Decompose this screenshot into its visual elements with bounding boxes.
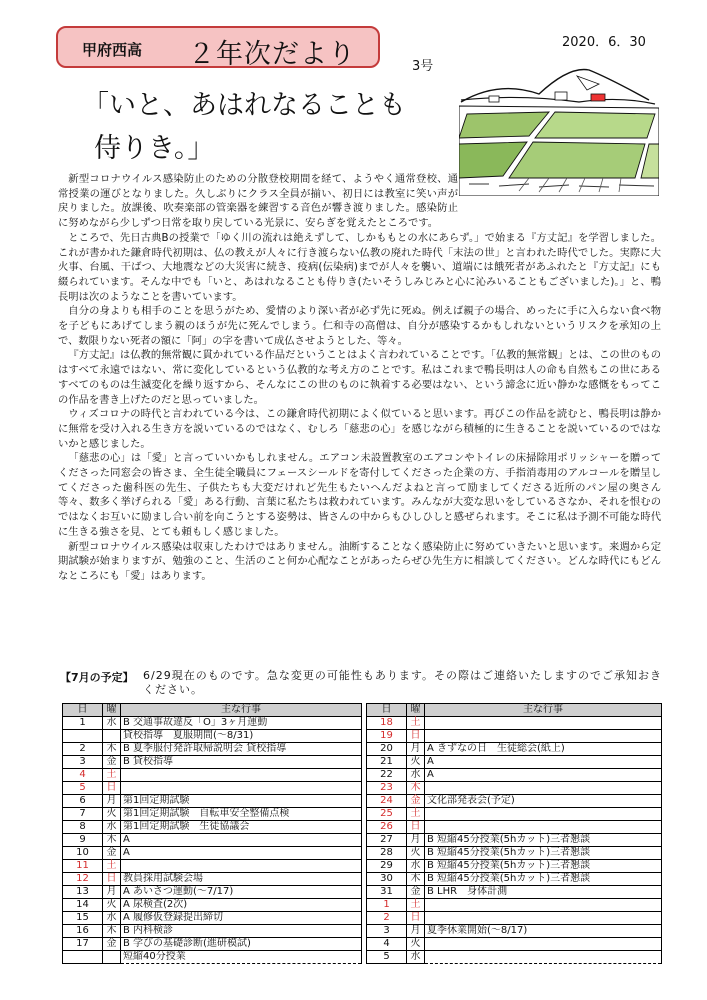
event-cell: B LHR 身体計測	[425, 886, 662, 899]
weekday-cell: 木	[103, 925, 121, 938]
table-row	[63, 899, 362, 912]
day-cell: 21	[367, 756, 407, 769]
event-cell: 教員採用試験会場	[121, 873, 362, 886]
event-cell: 第1回定期試験 自転車安全整備点検	[121, 808, 362, 821]
event-cell	[425, 730, 662, 743]
day-header: 日	[63, 704, 103, 717]
day-header: 日	[367, 704, 407, 717]
event-cell	[425, 808, 662, 821]
table-row	[367, 756, 662, 769]
event-cell: B 短縮45分授業(5hカット)三者懇談	[425, 860, 662, 873]
day-cell: 16	[63, 925, 103, 938]
day-cell: 23	[367, 782, 407, 795]
event-cell	[425, 912, 662, 925]
event-cell	[425, 951, 662, 964]
day-cell: 11	[63, 860, 103, 873]
day-cell: 24	[367, 795, 407, 808]
day-cell: 30	[367, 873, 407, 886]
day-cell: 3	[367, 925, 407, 938]
event-cell: B 交通事故違反「O」3ヶ月運動	[121, 717, 362, 730]
table-row	[63, 834, 362, 847]
table-row	[367, 808, 662, 821]
event-cell	[425, 821, 662, 834]
weekday-cell: 土	[103, 769, 121, 782]
paragraph: ところで、先日古典Bの授業で「ゆく川の流れは絶えずして、しかももとの水にあらず。」で始まる『方丈記』を学習しました。これが書かれた鎌倉時代初期は、仏の教えが人々に行き渡らない仏教の廃れた時代「末法の世」と言われた時代でした。実際に大火事、台風、干ばつ、大地震などの大災害に続き、疫病(伝染病)までが人々を襲い、道端には餓死者があふれたと『方丈記』にも綴られています。そんな中でも「いと、あはれなることも侍りき(たいそうしみじみと心に沁みいることもございました)。」と、鴨長明は次のようなことを書いています。	[58, 231, 661, 303]
table-row	[367, 769, 662, 782]
table-row	[63, 951, 362, 964]
weekday-cell: 金	[407, 886, 425, 899]
day-cell: 10	[63, 847, 103, 860]
event-cell: B 短縮45分授業(5hカット)三者懇談	[425, 847, 662, 860]
event-cell: B 短縮45分授業(5hカット)三者懇談	[425, 834, 662, 847]
table-row	[367, 730, 662, 743]
weekday-cell: 日	[103, 782, 121, 795]
table-row	[367, 951, 662, 964]
issue-number: 3号	[412, 59, 434, 74]
table-row	[367, 834, 662, 847]
event-cell	[121, 782, 362, 795]
weekday-cell: 金	[103, 938, 121, 951]
paragraph: 「慈悲の心」は「愛」と言っていいかもしれません。エアコン未設置教室のエアコンやトイレの床掃除用ポリッシャーを贈ってくださった同窓会の皆さま、全生徒全職員にフェースシールドを寄付してくださった企業の方、手指消毒用のアルコールを贈呈してくださった歯科医の先生、子供たちも大変だけれど先生もたいへんだよねと言って励ましてくださる近所のパン屋の奥さん等々、数多く挙げられる「愛」ある行動、言葉に私たちは救われています。みんなが大変な思いをしているさなか、それを恨むのではなくお互いに励まし合い前を向こうとする姿勢は、皆さんの中からもひしひしと感ぜられます。そこに私は予測不可能な時代に生きる強さを見、とても頼もしく感じました。	[58, 452, 661, 538]
schedule-heading: 【7月の予定】	[60, 671, 134, 684]
day-cell: 17	[63, 938, 103, 951]
event-cell: A	[425, 769, 662, 782]
event-cell	[425, 899, 662, 912]
weekday-cell: 土	[103, 860, 121, 873]
schedule-table-left	[62, 703, 362, 964]
article-body	[58, 172, 661, 584]
table-row	[367, 899, 662, 912]
event-header: 主な行事	[121, 704, 362, 717]
schedule-note: 6/29現在のものです。急な変更の可能性もあります。その際はご連絡いたしますのでご承知おきください。	[143, 669, 662, 696]
day-cell: 3	[63, 756, 103, 769]
day-cell: 8	[63, 821, 103, 834]
event-cell	[425, 717, 662, 730]
day-cell	[63, 951, 103, 964]
event-cell: A 履修仮登録提出締切	[121, 912, 362, 925]
weekday-cell: 土	[407, 717, 425, 730]
weekday-cell: 水	[103, 821, 121, 834]
newsletter-title-box	[56, 26, 380, 68]
schedule-table-right	[366, 703, 662, 964]
table-row	[63, 730, 362, 743]
weekday-cell: 日	[407, 730, 425, 743]
table-row	[63, 808, 362, 821]
weekday-cell: 火	[407, 847, 425, 860]
table-row	[63, 938, 362, 951]
day-cell	[63, 730, 103, 743]
table-row	[63, 847, 362, 860]
weekday-cell: 水	[407, 769, 425, 782]
table-row	[63, 860, 362, 873]
weekday-cell: 火	[103, 808, 121, 821]
event-cell	[121, 769, 362, 782]
event-cell: B 夏季服付発許取帰説明会 貸校指導	[121, 743, 362, 756]
table-row	[367, 847, 662, 860]
table-row	[367, 795, 662, 808]
event-cell: A	[121, 847, 362, 860]
table-row	[63, 795, 362, 808]
table-row	[367, 886, 662, 899]
weekday-cell: 月	[407, 743, 425, 756]
weekday-cell: 月	[103, 886, 121, 899]
weekday-cell: 火	[407, 756, 425, 769]
quote-line-1: 「いと、あはれなることも	[82, 90, 406, 121]
paragraph: 新型コロナウイルス感染は収束したわけではありません。油断することなく感染防止に努めていきたいと思います。来週から定期試験が始まりますが、勉強のこと、生活のこと何か心配なことがあったらぜひ先生方に相談してください。どんな時代にもどんなところにも「愛」はあります。	[58, 540, 661, 582]
day-cell: 2	[63, 743, 103, 756]
day-cell: 14	[63, 899, 103, 912]
day-cell: 31	[367, 886, 407, 899]
weekday-cell: 金	[407, 795, 425, 808]
weekday-cell: 金	[103, 756, 121, 769]
day-cell: 4	[367, 938, 407, 951]
event-cell: 短縮40分授業	[121, 951, 362, 964]
weekday-cell: 木	[103, 834, 121, 847]
day-cell: 5	[63, 782, 103, 795]
weekday-cell: 日	[103, 873, 121, 886]
weekday-cell: 木	[407, 782, 425, 795]
weekday-cell: 月	[407, 925, 425, 938]
day-cell: 25	[367, 808, 407, 821]
table-row	[63, 782, 362, 795]
quote-line-2: 侍りき。」	[94, 133, 215, 164]
table-row	[367, 782, 662, 795]
table-row	[367, 938, 662, 951]
weekday-header: 曜	[407, 704, 425, 717]
table-row	[63, 756, 362, 769]
weekday-cell: 土	[407, 808, 425, 821]
paragraph: 『方丈記』は仏教的無常観に貫かれている作品だということはよく言われていることです。「仏教的無常観」とは、この世のものはすべて永遠ではない、常に変化しているという仏教的な考え方のことです。私はこれまで鴨長明は人の命も自然もこの世にあるすべてのものは生滅変化を繰り返すから、そんなにこの世のものに執着する必要はない、という諦念に近い静かな感慨をもってこの作品を書き上げたのだと思っていました。	[58, 349, 661, 406]
weekday-cell: 水	[103, 912, 121, 925]
day-cell: 7	[63, 808, 103, 821]
day-cell: 19	[367, 730, 407, 743]
event-cell: 文化部発表会(予定)	[425, 795, 662, 808]
event-cell: 夏季休業開始(～8/17)	[425, 925, 662, 938]
weekday-header: 曜	[103, 704, 121, 717]
day-cell: 28	[367, 847, 407, 860]
issue-date: 2020．6．30	[562, 35, 646, 50]
event-header: 主な行事	[425, 704, 662, 717]
day-cell: 6	[63, 795, 103, 808]
event-cell: B 学びの基礎診断(進研模試)	[121, 938, 362, 951]
event-cell: A あいさつ運動(～7/17)	[121, 886, 362, 899]
day-cell: 4	[63, 769, 103, 782]
event-cell: A	[121, 834, 362, 847]
event-cell	[425, 938, 662, 951]
weekday-cell: 月	[103, 795, 121, 808]
table-row	[63, 912, 362, 925]
table-row	[367, 821, 662, 834]
weekday-cell: 金	[103, 847, 121, 860]
headline-quote	[82, 84, 406, 170]
event-cell: A 尿検査(2次)	[121, 899, 362, 912]
weekday-cell	[103, 730, 121, 743]
day-cell: 12	[63, 873, 103, 886]
table-row	[63, 821, 362, 834]
day-cell: 18	[367, 717, 407, 730]
table-header-row	[367, 704, 662, 717]
table-row	[367, 743, 662, 756]
school-name: 甲府西高	[82, 41, 143, 59]
weekday-cell: 土	[407, 899, 425, 912]
weekday-cell: 水	[103, 717, 121, 730]
weekday-cell: 火	[407, 938, 425, 951]
weekday-cell: 水	[407, 951, 425, 964]
event-cell: 第1回定期試験	[121, 795, 362, 808]
day-cell: 29	[367, 860, 407, 873]
paragraph: ウィズコロナの時代と言われている今は、この鎌倉時代初期によく似ていると思います。再びこの作品を読むと、鴨長明は静かに無常を受け入れる生き方を説いているのではなく、むしろ「慈悲の心」を感じながら積極的に生きることを説いているのではないかと感じました。	[58, 408, 661, 450]
event-cell: A きずなの日 生徒総会(紙上)	[425, 743, 662, 756]
weekday-cell: 木	[407, 873, 425, 886]
day-cell: 20	[367, 743, 407, 756]
weekday-cell: 水	[407, 860, 425, 873]
paragraph: 自分の身よりも相手のことを思うがため、愛情のより深い者が必ず先に死ぬ。例えば親子の場合、めったに手に入らない食べ物を子どもにあげてしまう親のほうが先に死んでしまう。仁和寺の高僧は、自分が感染するかもしれないというリスクを承知の上で、数限りない死者の額に「阿」の字を書いて成仏させようとした、等々。	[58, 305, 661, 347]
event-cell	[425, 782, 662, 795]
table-row	[367, 925, 662, 938]
weekday-cell: 木	[103, 743, 121, 756]
day-cell: 26	[367, 821, 407, 834]
event-cell: B 貸校指導	[121, 756, 362, 769]
day-cell: 1	[367, 899, 407, 912]
table-row	[367, 873, 662, 886]
event-cell: 貸校指導 夏服期間(～8/31)	[121, 730, 362, 743]
weekday-cell: 月	[407, 834, 425, 847]
table-row	[63, 743, 362, 756]
event-cell: B 内科検診	[121, 925, 362, 938]
event-cell: A	[425, 756, 662, 769]
event-cell: B 短縮45分授業(5hカット)三者懇談	[425, 873, 662, 886]
weekday-cell	[103, 951, 121, 964]
weekday-cell: 日	[407, 912, 425, 925]
table-row	[63, 886, 362, 899]
event-cell: 第1回定期試験 生徒協議会	[121, 821, 362, 834]
day-cell: 15	[63, 912, 103, 925]
weekday-cell: 火	[103, 899, 121, 912]
day-cell: 5	[367, 951, 407, 964]
day-cell: 1	[63, 717, 103, 730]
table-row	[63, 925, 362, 938]
newsletter-title: ２年次だより	[188, 39, 356, 70]
day-cell: 13	[63, 886, 103, 899]
table-header-row	[63, 704, 362, 717]
weekday-cell: 日	[407, 821, 425, 834]
day-cell: 2	[367, 912, 407, 925]
table-row	[63, 717, 362, 730]
day-cell: 22	[367, 769, 407, 782]
table-row	[63, 873, 362, 886]
event-cell	[121, 860, 362, 873]
table-row	[367, 912, 662, 925]
table-row	[367, 860, 662, 873]
table-row	[367, 717, 662, 730]
paragraph: 新型コロナウイルス感染防止のための分散登校期間を経て、ようやく通常登校、通常授業の運びとなりました。久しぶりにクラス全員が揃い、初日には教室に笑い声が戻りました。放課後、吹奏楽部の管楽器を練習する音色が響き渡りました。感染防止に努めながら少しずつ日常を取り戻している光景に、安らぎを覚えたところです。	[58, 173, 458, 230]
table-row	[63, 769, 362, 782]
day-cell: 27	[367, 834, 407, 847]
day-cell: 9	[63, 834, 103, 847]
